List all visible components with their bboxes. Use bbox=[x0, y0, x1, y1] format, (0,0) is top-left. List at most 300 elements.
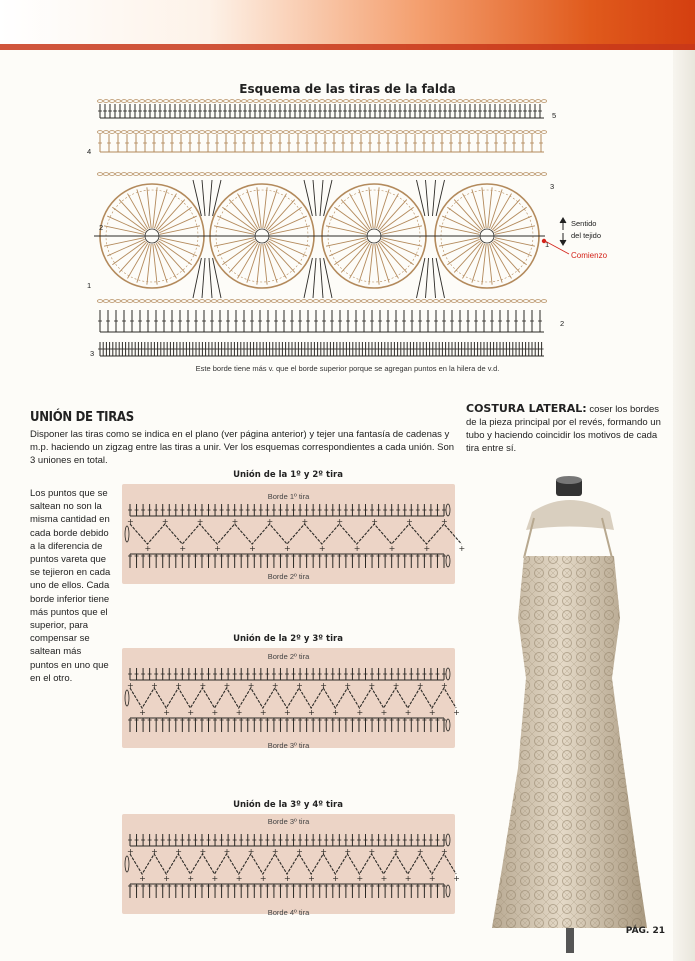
row1-chain-chain bbox=[475, 300, 480, 303]
row1-chain-chain bbox=[223, 300, 228, 303]
row1-chain-chain bbox=[121, 300, 126, 303]
join-plus-top: + bbox=[161, 517, 169, 526]
row3-chain-chain bbox=[541, 173, 546, 176]
row4-top-chain bbox=[469, 131, 474, 134]
join-plus-top: + bbox=[301, 517, 309, 526]
join-chain-end-mid bbox=[125, 526, 129, 542]
row4-top-chain bbox=[529, 131, 534, 134]
row3-chain-chain bbox=[325, 173, 330, 176]
row4-top-chain bbox=[415, 131, 420, 134]
fan-stitch-bottom bbox=[426, 258, 429, 298]
motif-3-spoke bbox=[378, 194, 399, 230]
row5-top-chain bbox=[343, 100, 348, 103]
join-plus-bottom: + bbox=[235, 874, 243, 883]
row4-top-chain bbox=[439, 131, 444, 134]
join-3-top-label: Borde 3º tira bbox=[267, 817, 310, 826]
join-zigzag bbox=[130, 854, 456, 874]
row1-chain-chain bbox=[157, 300, 162, 303]
row4-top-chain bbox=[289, 131, 294, 134]
row4-top-chain bbox=[295, 131, 300, 134]
row1-chain-chain bbox=[349, 300, 354, 303]
row5-top-chain bbox=[355, 100, 360, 103]
row-number-5-right: 5 bbox=[552, 111, 557, 120]
costura-body: coser los bordes de la pieza principal por el revés, formando un tubo y haciendo coincidir los motivos de cada tira entre sí. bbox=[466, 404, 661, 454]
row4-top-chain bbox=[277, 131, 282, 134]
row5-top-chain bbox=[403, 100, 408, 103]
join-plus-bottom: + bbox=[179, 544, 187, 553]
join-plus-bottom: + bbox=[318, 544, 326, 553]
row1-chain-chain bbox=[355, 300, 360, 303]
row4-top-chain bbox=[367, 131, 372, 134]
row1-chain-chain bbox=[331, 300, 336, 303]
row3-chain-chain bbox=[289, 173, 294, 176]
row5-top-chain bbox=[463, 100, 468, 103]
row3-chain-chain bbox=[523, 173, 528, 176]
row3-chain-chain bbox=[205, 173, 210, 176]
row5-top-chain bbox=[541, 100, 546, 103]
row1-chain-chain bbox=[337, 300, 342, 303]
row4-top-chain bbox=[103, 131, 108, 134]
row3-chain-chain bbox=[493, 173, 498, 176]
motif-2-spoke bbox=[238, 243, 259, 279]
row1-chain-chain bbox=[367, 300, 372, 303]
row3-chain-chain bbox=[391, 173, 396, 176]
row5-top-chain bbox=[487, 100, 492, 103]
join-plus-top: + bbox=[199, 681, 207, 690]
join-2-top-label: Borde 2º tira bbox=[267, 652, 310, 661]
row5-top-chain bbox=[151, 100, 156, 103]
row5-top-chain bbox=[475, 100, 480, 103]
row3-chain-chain bbox=[187, 173, 192, 176]
row5-top-chain bbox=[277, 100, 282, 103]
row5-top-chain bbox=[235, 100, 240, 103]
row4-top-chain bbox=[205, 131, 210, 134]
motif-4 bbox=[429, 184, 545, 288]
row5-top-chain bbox=[253, 100, 258, 103]
row1-chain-chain bbox=[343, 300, 348, 303]
motif-2-spoke bbox=[266, 194, 287, 230]
section-heading-union: UNIÓN DE TIRAS bbox=[30, 410, 134, 425]
row5-top-chain bbox=[211, 100, 216, 103]
section-body-union: Disponer las tiras como se indica en el plano (ver página anterior) y tejer una fantasía de cadenas y m.p. haciendo un zigzag entre las tiras a unir. Ver los esquemas correspondientes a cada unión. Son 3 uniones en total. bbox=[30, 429, 455, 466]
row3-chain-chain bbox=[145, 173, 150, 176]
row3-chain-chain bbox=[349, 173, 354, 176]
row5-top-chain bbox=[499, 100, 504, 103]
join-plus-top: + bbox=[392, 681, 400, 690]
join-plus-bottom: + bbox=[187, 874, 195, 883]
row5-top-chain bbox=[283, 100, 288, 103]
row4-top-chain bbox=[115, 131, 120, 134]
row1-chain-chain bbox=[391, 300, 396, 303]
join-plus-bottom: + bbox=[380, 708, 388, 717]
row1-chain-chain bbox=[319, 300, 324, 303]
motif-4-spoke bbox=[491, 194, 512, 230]
row1-chain-chain bbox=[199, 300, 204, 303]
row3-chain-chain bbox=[319, 173, 324, 176]
row1-chain-chain bbox=[385, 300, 390, 303]
row4-top-chain bbox=[121, 131, 126, 134]
join-plus-bottom: + bbox=[163, 708, 170, 717]
row5-top-chain bbox=[247, 100, 252, 103]
join-plus-top: + bbox=[247, 847, 255, 856]
row1-chain-chain bbox=[265, 300, 270, 303]
row3-chain-chain bbox=[403, 173, 408, 176]
row1-chain-chain bbox=[205, 300, 210, 303]
row1-chain-chain bbox=[277, 300, 282, 303]
side-note: Los puntos que se saltean no son la misma cantidad en cada borde debido a la diferencia de puntos vareta que se tejieron en cada uno de ellos. Cada borde inferior tiene más puntos que el superior, para compensar se saltean más puntos en uno que en el otro. bbox=[30, 488, 111, 684]
row3-chain-chain bbox=[421, 173, 426, 176]
join-plus-top: + bbox=[151, 847, 158, 856]
row5-top-chain bbox=[229, 100, 234, 103]
row5-top-chain bbox=[109, 100, 114, 103]
row3-chain-chain bbox=[211, 173, 216, 176]
row3-chain-chain bbox=[517, 173, 522, 176]
join-chain-end-bottom bbox=[446, 885, 450, 897]
row4-top-chain bbox=[505, 131, 510, 134]
join-plus-bottom: + bbox=[388, 544, 396, 553]
row5-top-chain bbox=[163, 100, 168, 103]
row4-top-chain bbox=[217, 131, 222, 134]
row1-chain-chain bbox=[541, 300, 546, 303]
join-plus-bottom: + bbox=[308, 874, 315, 883]
row1-chain-chain bbox=[379, 300, 384, 303]
join-panel-1 bbox=[122, 484, 466, 584]
join-zigzag bbox=[130, 524, 461, 544]
fan-stitch-top bbox=[313, 180, 316, 216]
row5-top-chain bbox=[391, 100, 396, 103]
row-number-3-right: 3 bbox=[550, 182, 555, 191]
row5-top-chain bbox=[265, 100, 270, 103]
row3-chain-chain bbox=[109, 173, 114, 176]
row4-top-chain bbox=[313, 131, 318, 134]
row4-top-chain bbox=[331, 131, 336, 134]
row3-chain-chain bbox=[361, 173, 366, 176]
join-plus-top: + bbox=[441, 847, 448, 856]
row5-top-chain bbox=[433, 100, 438, 103]
row3-chain-chain bbox=[235, 173, 240, 176]
row3-chain-chain bbox=[409, 173, 414, 176]
join-plus-top: + bbox=[320, 847, 327, 856]
row4-top-chain bbox=[235, 131, 240, 134]
row3-chain-chain bbox=[223, 173, 228, 176]
row1-chain-chain bbox=[415, 300, 420, 303]
row3-chain-chain bbox=[241, 173, 246, 176]
join-panel-3 bbox=[122, 814, 460, 917]
row4-top-chain bbox=[265, 131, 270, 134]
row3-chain-chain bbox=[163, 173, 168, 176]
row4-top-chain bbox=[379, 131, 384, 134]
row5-top-chain bbox=[523, 100, 528, 103]
row3-chain-chain bbox=[181, 173, 186, 176]
join-plus-top: + bbox=[336, 517, 344, 526]
row4-top-chain bbox=[175, 131, 180, 134]
join-plus-top: + bbox=[175, 847, 183, 856]
row1-chain-chain bbox=[235, 300, 240, 303]
row4-top-chain bbox=[199, 131, 204, 134]
row5-top-chain bbox=[421, 100, 426, 103]
join-plus-bottom: + bbox=[332, 708, 340, 717]
row1-chain-chain bbox=[211, 300, 216, 303]
join-2-bottom-label: Borde 3º tira bbox=[267, 741, 310, 750]
row5-top-chain bbox=[493, 100, 498, 103]
fan-stitch-top bbox=[436, 180, 444, 216]
join-title-1: Unión de la 1º y 2º tira bbox=[233, 470, 343, 480]
join-plus-bottom: + bbox=[259, 874, 267, 883]
row5-top-chain bbox=[103, 100, 108, 103]
row1-chain-chain bbox=[535, 300, 540, 303]
join-plus-top: + bbox=[223, 847, 231, 856]
join-1-top-label: Borde 1º tira bbox=[267, 492, 310, 501]
fan-stitch-top bbox=[209, 180, 212, 216]
row5-top-chain bbox=[259, 100, 264, 103]
row3-chain-chain bbox=[301, 173, 306, 176]
row4-top-chain bbox=[499, 131, 504, 134]
fan-stitch-top bbox=[417, 180, 425, 216]
row1-chain-chain bbox=[145, 300, 150, 303]
join-plus-bottom: + bbox=[235, 708, 243, 717]
row3-chain-chain bbox=[343, 173, 348, 176]
row1-chain-chain bbox=[427, 300, 432, 303]
join-plus-bottom: + bbox=[332, 874, 340, 883]
row4-top-chain bbox=[445, 131, 450, 134]
header-band bbox=[0, 0, 695, 50]
row1-chain-chain bbox=[307, 300, 312, 303]
join-plus-bottom: + bbox=[428, 874, 436, 883]
row1-chain-chain bbox=[253, 300, 258, 303]
join-plus-top: + bbox=[127, 681, 134, 690]
row-number-2: 2 bbox=[99, 223, 104, 232]
row3-chain-chain bbox=[445, 173, 450, 176]
join-plus-bottom: + bbox=[404, 708, 412, 717]
row4-top-chain bbox=[241, 131, 246, 134]
row1-chain-chain bbox=[163, 300, 168, 303]
row4-top-chain bbox=[355, 131, 360, 134]
join-plus-bottom: + bbox=[144, 544, 152, 553]
row4-top-chain bbox=[139, 131, 144, 134]
row3-chain-chain bbox=[463, 173, 468, 176]
row3-chain-chain bbox=[199, 173, 204, 176]
row4-top-chain bbox=[319, 131, 324, 134]
motif-3-spoke bbox=[350, 194, 371, 230]
row3-chain-chain bbox=[367, 173, 372, 176]
row-number-1-right: 1 bbox=[545, 240, 550, 249]
row1-chain-chain bbox=[409, 300, 414, 303]
join-zigzag bbox=[130, 688, 456, 708]
row1-chain-chain bbox=[529, 300, 534, 303]
row-number-4: 4 bbox=[87, 147, 92, 156]
row3-chain-chain bbox=[307, 173, 312, 176]
row4-top-chain bbox=[523, 131, 528, 134]
join-plus-bottom: + bbox=[356, 708, 364, 717]
row4-top-chain bbox=[511, 131, 516, 134]
join-plus-bottom: + bbox=[211, 708, 219, 717]
join-plus-top: + bbox=[271, 847, 279, 856]
costura-paragraph bbox=[466, 402, 666, 455]
row3-chain-chain bbox=[229, 173, 234, 176]
costura-heading: COSTURA LATERAL: bbox=[466, 402, 587, 415]
join-plus-bottom: + bbox=[428, 708, 436, 717]
row1-chain-chain bbox=[247, 300, 252, 303]
row4-top-chain bbox=[97, 131, 102, 134]
motif-1-spoke bbox=[128, 194, 149, 230]
join-plus-top: + bbox=[223, 681, 231, 690]
row5-top-chain bbox=[361, 100, 366, 103]
row1-chain-chain bbox=[217, 300, 222, 303]
row1-chain-chain bbox=[457, 300, 462, 303]
join-2-chart bbox=[122, 648, 460, 748]
row3-chain-chain bbox=[379, 173, 384, 176]
row3-chain-chain bbox=[193, 173, 198, 176]
row5-top-chain bbox=[307, 100, 312, 103]
row3-chain-chain bbox=[247, 173, 252, 176]
row4-top-chain bbox=[145, 131, 150, 134]
row3-chain-chain bbox=[175, 173, 180, 176]
row1-chain-chain bbox=[505, 300, 510, 303]
row5-top-chain bbox=[97, 100, 102, 103]
row4-top-chain bbox=[409, 131, 414, 134]
direction-arrow-icon bbox=[560, 218, 566, 245]
row4-top-chain bbox=[109, 131, 114, 134]
row3-chain-chain bbox=[103, 173, 108, 176]
row1-chain-chain bbox=[169, 300, 174, 303]
row3-chain-chain bbox=[337, 173, 342, 176]
row5-top-chain bbox=[331, 100, 336, 103]
row1-chain-chain bbox=[283, 300, 288, 303]
row1-chain-chain bbox=[445, 300, 450, 303]
row4-top-chain bbox=[361, 131, 366, 134]
motif-2-spoke bbox=[266, 243, 287, 279]
join-plus-top: + bbox=[175, 681, 183, 690]
row3-chain-chain bbox=[253, 173, 258, 176]
join-plus-bottom: + bbox=[284, 544, 291, 553]
row-number-2-right: 2 bbox=[560, 319, 565, 328]
row3-chain-chain bbox=[439, 173, 444, 176]
row3-chain-chain bbox=[469, 173, 474, 176]
join-plus-bottom: + bbox=[404, 874, 412, 883]
row3-chain-chain bbox=[529, 173, 534, 176]
row4-top-chain bbox=[325, 131, 330, 134]
join-plus-bottom: + bbox=[163, 874, 170, 883]
row5-top-chain bbox=[241, 100, 246, 103]
row1-chain-chain bbox=[271, 300, 276, 303]
fan-stitch-bottom bbox=[313, 258, 316, 298]
motif-2-spoke bbox=[238, 194, 259, 230]
join-plus-bottom: + bbox=[453, 874, 460, 883]
row1-chain-chain bbox=[259, 300, 264, 303]
join-plus-top: + bbox=[247, 681, 255, 690]
row4-top-chain bbox=[151, 131, 156, 134]
row5-top-chain bbox=[301, 100, 306, 103]
join-plus-top: + bbox=[416, 681, 424, 690]
row1-chain-chain bbox=[433, 300, 438, 303]
row1-chain-chain bbox=[313, 300, 318, 303]
row3-chain-chain bbox=[169, 173, 174, 176]
row3-chain-chain bbox=[451, 173, 456, 176]
row3-chain-chain bbox=[331, 173, 336, 176]
row4-top-chain bbox=[259, 131, 264, 134]
join-plus-top: + bbox=[368, 847, 376, 856]
row1-chain-chain bbox=[181, 300, 186, 303]
row5-top-chain bbox=[133, 100, 138, 103]
join-plus-top: + bbox=[441, 681, 448, 690]
row1-chain-chain bbox=[511, 300, 516, 303]
row4-top-chain bbox=[157, 131, 162, 134]
join-plus-top: + bbox=[127, 847, 134, 856]
row1-chain-chain bbox=[421, 300, 426, 303]
row5-top-chain bbox=[385, 100, 390, 103]
join-chain-end-top bbox=[446, 834, 450, 846]
row1-chain-chain bbox=[325, 300, 330, 303]
row5-top-chain bbox=[349, 100, 354, 103]
row5-top-chain bbox=[457, 100, 462, 103]
row5-top-chain bbox=[325, 100, 330, 103]
row5-top-chain bbox=[409, 100, 414, 103]
row4-top-chain bbox=[181, 131, 186, 134]
join-plus-top: + bbox=[416, 847, 424, 856]
join-plus-top: + bbox=[231, 517, 239, 526]
row3-chain-chain bbox=[97, 173, 102, 176]
row1-chain-chain bbox=[397, 300, 402, 303]
row5-top-chain bbox=[337, 100, 342, 103]
fan-stitch-top bbox=[433, 180, 436, 216]
row1-chain-chain bbox=[187, 300, 192, 303]
row1-chain-chain bbox=[193, 300, 198, 303]
row4-top-chain bbox=[463, 131, 468, 134]
row1-chain-chain bbox=[439, 300, 444, 303]
row1-chain-chain bbox=[499, 300, 504, 303]
diagram-caption: Este borde tiene más v. que el borde superior porque se agregan puntos en la hilera de v.d. bbox=[195, 364, 500, 373]
join-plus-top: + bbox=[368, 681, 376, 690]
row3-chain-chain bbox=[457, 173, 462, 176]
row3-chain-chain bbox=[157, 173, 162, 176]
row5-top-chain bbox=[451, 100, 456, 103]
motif-4-spoke bbox=[463, 194, 484, 230]
row1-chain-chain bbox=[487, 300, 492, 303]
join-panel-2 bbox=[122, 648, 460, 750]
row3-chain-chain bbox=[499, 173, 504, 176]
row3-chain-chain bbox=[127, 173, 132, 176]
row4-top-chain bbox=[451, 131, 456, 134]
join-plus-top: + bbox=[406, 517, 413, 526]
mannequin-shoulders bbox=[526, 500, 614, 530]
join-chain-end-mid bbox=[125, 856, 129, 872]
join-plus-bottom: + bbox=[308, 708, 315, 717]
row5-top-chain bbox=[115, 100, 120, 103]
row1-chain-chain bbox=[103, 300, 108, 303]
row4-top-chain bbox=[487, 131, 492, 134]
row1-chain-chain bbox=[175, 300, 180, 303]
row4-top-chain bbox=[187, 131, 192, 134]
row5-top-chain bbox=[445, 100, 450, 103]
join-title-2: Unión de la 2º y 3º tira bbox=[233, 634, 343, 644]
page-gutter-shadow bbox=[673, 50, 695, 961]
row3-chain-chain bbox=[481, 173, 486, 176]
direction-label-2: del tejido bbox=[571, 231, 602, 240]
row5-top-chain bbox=[439, 100, 444, 103]
row5-top-chain bbox=[415, 100, 420, 103]
motif-1 bbox=[94, 184, 210, 288]
row3-chain-chain bbox=[487, 173, 492, 176]
row4-top-chain bbox=[169, 131, 174, 134]
row1-chain-chain bbox=[229, 300, 234, 303]
row5-top-chain bbox=[535, 100, 540, 103]
fan-stitch-bottom bbox=[320, 258, 323, 298]
row4-top-chain bbox=[475, 131, 480, 134]
join-plus-bottom: + bbox=[353, 544, 361, 553]
row4-top-chain bbox=[391, 131, 396, 134]
join-plus-top: + bbox=[441, 517, 448, 526]
fan-stitch-top bbox=[202, 180, 205, 216]
